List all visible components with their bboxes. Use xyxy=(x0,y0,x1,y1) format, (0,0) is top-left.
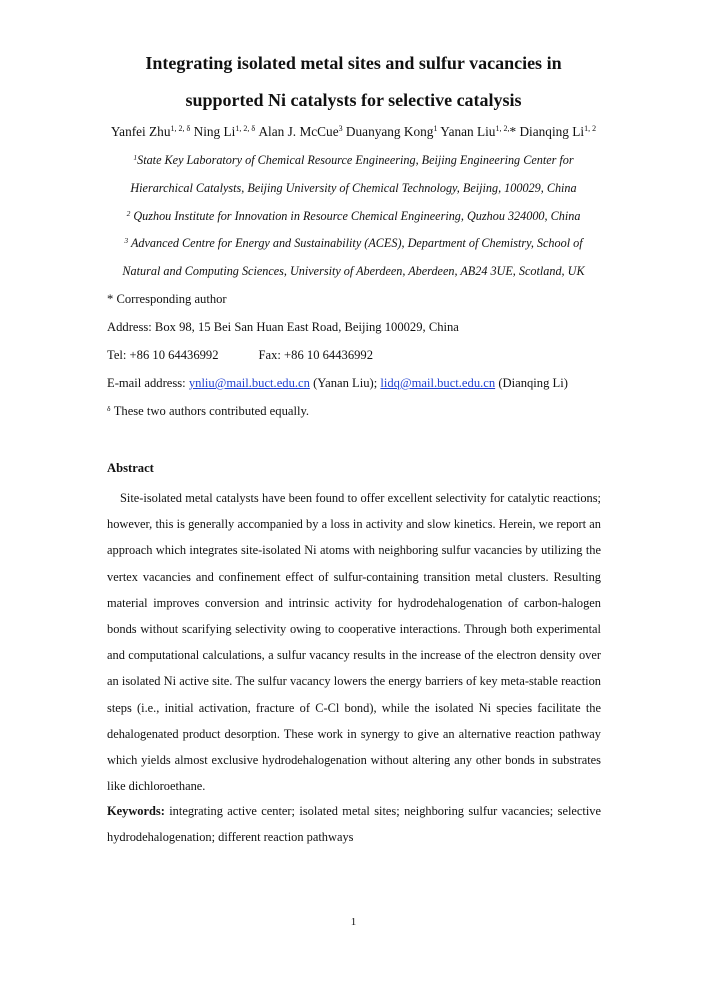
affiliation-line: $^2$ Quzhou Institute for Innovation in Resource Chemical Engineering, Quzhou 324000, China xyxy=(126,209,581,223)
author-affiliation-mark: 1, 2, δ xyxy=(235,124,256,133)
email-label: E-mail address: xyxy=(107,376,186,390)
email-owner-2: (Dianqing Li) xyxy=(498,376,568,390)
abstract-heading: Abstract xyxy=(107,461,154,475)
phone-fax-line xyxy=(107,348,373,363)
author-affiliation-mark: 3 xyxy=(338,124,343,133)
affiliation-line: $^3$ Advanced Centre for Energy and Sustainability (ACES), Department of Chemistry, School of xyxy=(124,236,583,250)
author-list xyxy=(0,124,707,140)
author-name: Dianqing Li xyxy=(519,124,585,139)
keywords-text: integrating active center; isolated metal sites; neighboring sulfur vacancies; selective hydrodehalogenation; different reaction pathways xyxy=(107,804,601,845)
author-name: Duanyang Kong xyxy=(345,124,434,139)
author-name: Alan J. McCue xyxy=(258,124,339,139)
paper-title-line-1: Integrating isolated metal sites and sulfur vacancies in xyxy=(145,53,562,73)
email-link-1[interactable]: ynliu@mail.buct.edu.cn xyxy=(188,376,310,390)
fax: Fax: +86 10 64436992 xyxy=(258,348,374,362)
email-owner-1: (Yanan Liu); xyxy=(313,376,378,390)
tel: Tel: +86 10 64436992 xyxy=(107,348,219,362)
equal-contribution-note: $^\delta$ These two authors contributed equally. xyxy=(107,404,310,418)
author-affiliation-mark: 1, 2 xyxy=(584,124,597,133)
author-affiliation-mark: 1, 2, xyxy=(495,124,510,133)
affiliation-line: Hierarchical Catalysts, Beijing University of Chemical Technology, Beijing, 100029, China xyxy=(130,181,577,195)
abstract-body: Site-isolated metal catalysts have been found to offer excellent selectivity for catalytic reactions; however, this is generally accompanied by a loss in activity and slow kinetics. Herein, we report an approach which integrates site-isolated Ni atoms with neighboring sulfur vacancies by utilizing the vertex vacancies and confinement effect of sulfur-containing transition metal clusters. Resulting material improves conversion and intrinsic activity for hydrodehalogenation of carbon-halogen bonds without scarifying selectivity owing to cooperative interactions. Through both experimental and computational calculations, a sulfur vacancy results in the increase of the electron density over an isolated Ni active site. The sulfur vacancy lowers the energy barriers of key meta-stable reaction steps (i.e., initial activation, fracture of C-Cl bond), while the isolated Ni species facilitate the dehalogenated product desorption. These work in synergy to give an alternative reaction pathway which yields almost exclusive hydrodehalogenation without altering any other bonds in substrates like dichloroethane. xyxy=(107,491,601,794)
affiliation-line: $^1$State Key Laboratory of Chemical Resource Engineering, Beijing Engineering Center for xyxy=(133,153,574,167)
email-line xyxy=(107,376,568,391)
keywords-label: Keywords: xyxy=(107,804,165,818)
author-affiliation-mark: 1 xyxy=(433,124,438,133)
corresponding-author-note: * Corresponding author xyxy=(107,292,227,306)
affiliation-line: Natural and Computing Sciences, University of Aberdeen, Aberdeen, AB24 3UE, Scotland, UK xyxy=(122,264,585,278)
author-affiliation-mark: 1, 2, δ xyxy=(170,124,191,133)
author-name: Yanfei Zhu xyxy=(110,124,171,139)
keywords xyxy=(107,798,601,850)
author-name: Ning Li xyxy=(193,124,236,139)
paper-title-line-2: supported Ni catalysts for selective catalysis xyxy=(185,90,522,110)
corresponding-star: * xyxy=(509,124,517,139)
page-number: 1 xyxy=(350,916,357,928)
address-line: Address: Box 98, 15 Bei San Huan East Road, Beijing 100029, China xyxy=(107,320,459,334)
email-link-2[interactable]: lidq@mail.buct.edu.cn xyxy=(380,376,496,390)
author-name: Yanan Liu xyxy=(440,124,496,139)
